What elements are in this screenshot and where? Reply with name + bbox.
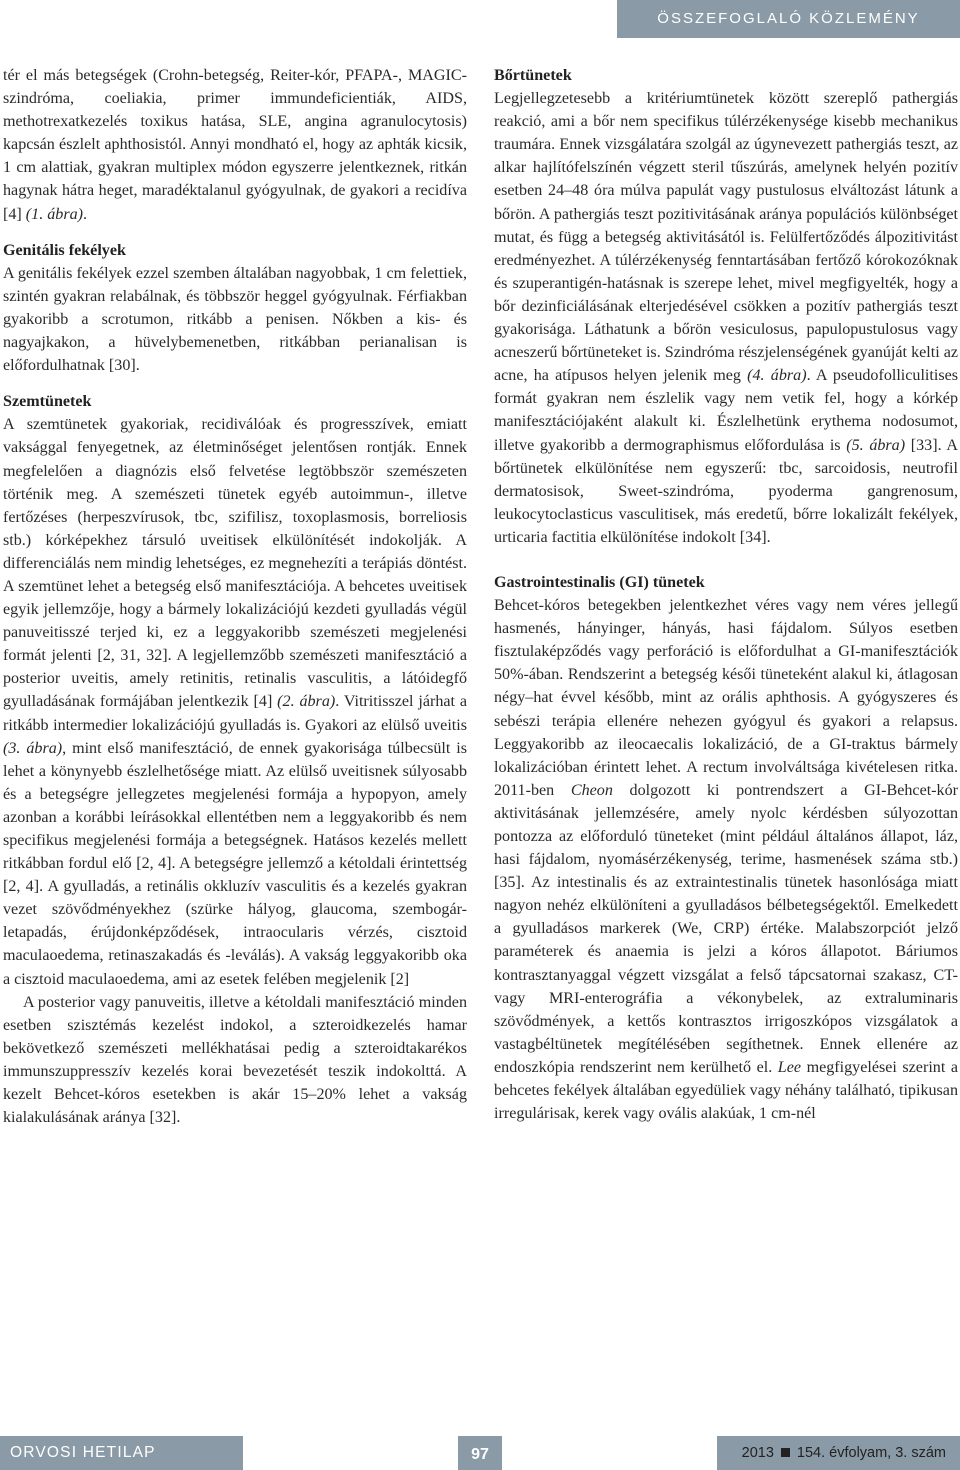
right-column bbox=[494, 64, 958, 1125]
figure-reference[interactable]: (5. ábra) bbox=[846, 436, 906, 454]
square-separator-icon bbox=[781, 1448, 790, 1457]
left-column bbox=[3, 64, 467, 1129]
intro-paragraph bbox=[3, 64, 467, 226]
text-run: megfigyelései szerint a behcetes fekélyek általában egyedüliek vagy néhány található, tipikusan irregulárisak, kerek vagy ovális alakúak, 1 cm-nél bbox=[494, 1058, 958, 1123]
eye-symptoms-heading: Szemtünetek bbox=[3, 393, 92, 411]
text-run: [33]. A bőrtünetek elkülönítése nem egyszerű: tbc, sarcoidosis, neutrofil dermatosisok, Sweet-szindróma, pyoderma gangrenosum, leukocytoclasticus vasculitisek, más eredetű, bőrre lokalizált fekélyek, urticaria factitia elkülönítése indokolt [34]. bbox=[494, 436, 958, 546]
genital-ulcers-heading: Genitális fekélyek bbox=[3, 241, 126, 259]
figure-reference[interactable]: (1. ábra) bbox=[25, 205, 84, 223]
year: 2013 bbox=[741, 1445, 774, 1461]
text-run: Behcet-kóros betegekben jelentkezhet véres vagy nem véres jellegű hasmenés, hányinger, hányás, hasi fájdalom. Súlyos esetben fisztulaképződés vagy perforáció is előfordulhat a GI-manifesztációk 50%-ában. Rendszerint a betegség késői tüneteként alakul ki, átlagosan négy–hat évvel később, mint az orális aphthosis. A gyógyszeres és sebészi terápia ellenére nehezen gyógyul és gyakori a relapsus. Leggyakoribb az ileocaecalis lokalizáció, de a GI-traktus bármely lokalizációban érintett lehet. A rectum involváltsága kivételesen ritka. 2011-ben bbox=[494, 597, 958, 799]
figure-reference[interactable]: (4. ábra) bbox=[747, 367, 807, 385]
text-run: . bbox=[83, 205, 88, 223]
eye-symptoms-paragraph bbox=[3, 413, 467, 990]
volume-issue: 154. évfolyam, 3. szám bbox=[796, 1445, 946, 1461]
page-footer bbox=[0, 1436, 960, 1470]
text-run: . Vitritisszel járhat a ritkább intermedier lokalizációjú gyulladás is. Gyakori az elülső uveitis bbox=[3, 693, 467, 734]
text-run: A szemtünetek gyakoriak, recidiválóak és progresszívek, emiatt vaksággal fenyegetnek, az életminőséget jelentősen rontják. Ennek megfelelően a diagnózis első felvetése legtöbbször szemészeten történik meg. A szemészeti tünetek egyéb autoimmun-, illetve fertőzéses (herpeszvírusok, tbc, szifilisz, toxoplasmosis, borreliosis stb.) kórképekhez társuló uveitisek elkülönítését indokolják. A differenciálás nem mindig lehetséges, ez megnehezíti a terápiás döntést. A szemtünet lehet a betegség első manifesztációja. A behcetes uveitisek egyik jellemzője, hogy a bármely lokalizációjú kezdeti gyulladás végül panuveitisszé terjed ki, ez a leggyakoribb szemészeti megjelenési formát jelenti [2, 31, 32]. A legjellemzőbb szemészeti manifesztáció a posterior uveitis, amely retinitis, retinalis vasculitis, a látóidegfő gyulladásának formájában jelentkezik [4] bbox=[3, 416, 467, 711]
section-header: ÖSSZEFOGLALÓ KÖZLEMÉNY bbox=[617, 0, 960, 38]
gi-symptoms-heading: Gastrointestinalis (GI) tünetek bbox=[494, 573, 705, 591]
genital-ulcers-paragraph: A genitális fekélyek ezzel szemben általában nagyobbak, 1 cm felettiek, szintén gyakran relabálnak, és többször heggel gyógyulnak. Férfiakban gyakoribb a scrotumon, ritkább a penisen. Nőkben a kis- és nagyajkakon, a hüvelybemenetben, ritkábban perianalisan is előfordulhatnak [30]. bbox=[3, 264, 467, 375]
author-name: Lee bbox=[777, 1058, 802, 1076]
author-name: Cheon bbox=[570, 781, 613, 799]
skin-symptoms-paragraph bbox=[494, 87, 958, 549]
text-run: , mint első manifesztáció, de ennek gyakorisága túlbecsült is lehet a könynyebb észlelhetősége miatt. Az elülső uveitisnek súlyosabb és a betegségre jellegzetes megjelenési formája a hypopyon, amely azonban a korábbi leírásokkal ellentétben nem a leggyakoribb és nem specifikus megjelenési formája a betegségnek. Hatásos kezelés mellett ritkábban fordul elő [2, 4]. A betegségre jellemző a kétoldali érintettség [2, 4]. A gyulladás, a retinális okkluzív vasculitis és a kezelés gyakran vezet szövődményekhez (szürke hályog, glaucoma, szembogár-letapadás, érújdonképződések, intraocularis vérzés, cisztoid maculaoedema, retinaszakadás és -leválás). A vakság leggyakoribb oka a cisztoid maculaoedema, ami az esetek felében megjelenik [2] bbox=[3, 739, 468, 988]
text-run: dolgozott ki pontrendszert a GI-Behcet-kór aktivitásának jellemzésére, amely nyolc kérdésben súlyozottan pontozza az előforduló tüneteket (mint például általános állapot, láz, hasi fájdalom, nyomásérzékenység, terime, hasmenések száma stb.) [35]. Az intestinalis és az extraintestinalis tünetek hasonlósága miatt nagyon nehéz elkülöníteni a gyulladásos bélbetegségektől. Emelkedett a gyulladásos markerek (We, CRP) értéke. Malabszorpciót jelző paraméterek és anaemia is jelzi a kóros állapotot. Báriumos kontrasztanyaggal végzett vizsgálat a felső tápcsatornai szakasz, CT- vagy MRI-enterográfia a vékonybelek, az extraluminaris szövődmények, a kettős kontrasztos irrigoszkópos vizsgálatok a vastagbéltünetek megítélésében segíthetnek. Ennek ellenére az endoszkópia rendszerint nem kerülhető el. bbox=[494, 781, 958, 1076]
figure-reference[interactable]: (2. ábra) bbox=[277, 693, 336, 711]
page-number: 97 bbox=[458, 1436, 502, 1470]
issue-info bbox=[717, 1436, 960, 1470]
journal-name: ORVOSI HETILAP bbox=[0, 1436, 243, 1470]
text-run: Legjellegzetesebb a kritériumtünetek között szereplő pathergiás reakció, ami a bőr nem specifikus túlérzékenysége kisebb mechanikus traumára. Ennek vizsgálatára szolgál az úgynevezett pathergiás teszt, az alkar hajlítófelszínén végzett steril tűszúrás, amelynek helyén pozitív esetben 24–48 óra múlva papulát vagy pustulosus elváltozást látunk a bőrön. A pathergiás teszt pozitivitásának aránya populációs különbséget mutat, és függ a betegség aktivitásától is. Felülfertőződés álpozitivitást eredményezhet. A túlérzékenység fenntartásában fertőző kórokozóknak és szuperantigén-hatásnak is szerepe lehet, mivel megfigyelték, hogy a bőr dezinficiálásának elterjedésével csökken a pozitív pathergiás teszt gyakorisága. Láthatunk a bőrön vesiculosus, papulopustulosus vagy acneszerű bőrtüneteket is. Szindróma részjelenségének gyanúját kelti az acne, ha atípusos helyen jelenik meg bbox=[494, 90, 958, 385]
eye-symptoms-paragraph-2: A posterior vagy panuveitis, illetve a kétoldali manifesztáció minden esetben szisztémás kezelést indokol, a szteroidkezelés hamar bekövetkező szemészeti mellékhatásai pedig a szteroidtakarékos immunszuppresszív kezelés korai bevezetését teszik indokolttá. A kezelt Behcet-kóros esetekben is akár 15–20% lehet a vakság kialakulásának aránya [32]. bbox=[3, 993, 467, 1127]
skin-symptoms-heading: Bőrtünetek bbox=[494, 67, 572, 84]
figure-reference[interactable]: (3. ábra) bbox=[3, 739, 63, 757]
text-run: . A pseudofolliculitises formát gyakran nem észlelik vagy nem vetik fel, hogy a kórkép manifesztációjaként alakult ki. Észlelhetünk erythema nodosumot, illetve gyakoribb a dermographismus előfordulása is bbox=[494, 367, 959, 454]
gi-symptoms-paragraph bbox=[494, 594, 958, 1125]
text-run: tér el más betegségek (Crohn-betegség, Reiter-kór, PFAPA-, MAGIC-szindróma, coeliakia, primer immundeficientiák, AIDS, methotrexatkezelés toxikus hatása, SLE, angina agranulocytosis) kapcsán észlelt aphthosistól. Annyi mondható el, hogy az aphták kicsik, 1 cm alattiak, gyakran multiplex módon egyszerre jelentkeznek, ritkán hagynak hátra heget, maradéktalanul gyógyulnak, de gyakori a recidíva [4] bbox=[3, 67, 467, 223]
